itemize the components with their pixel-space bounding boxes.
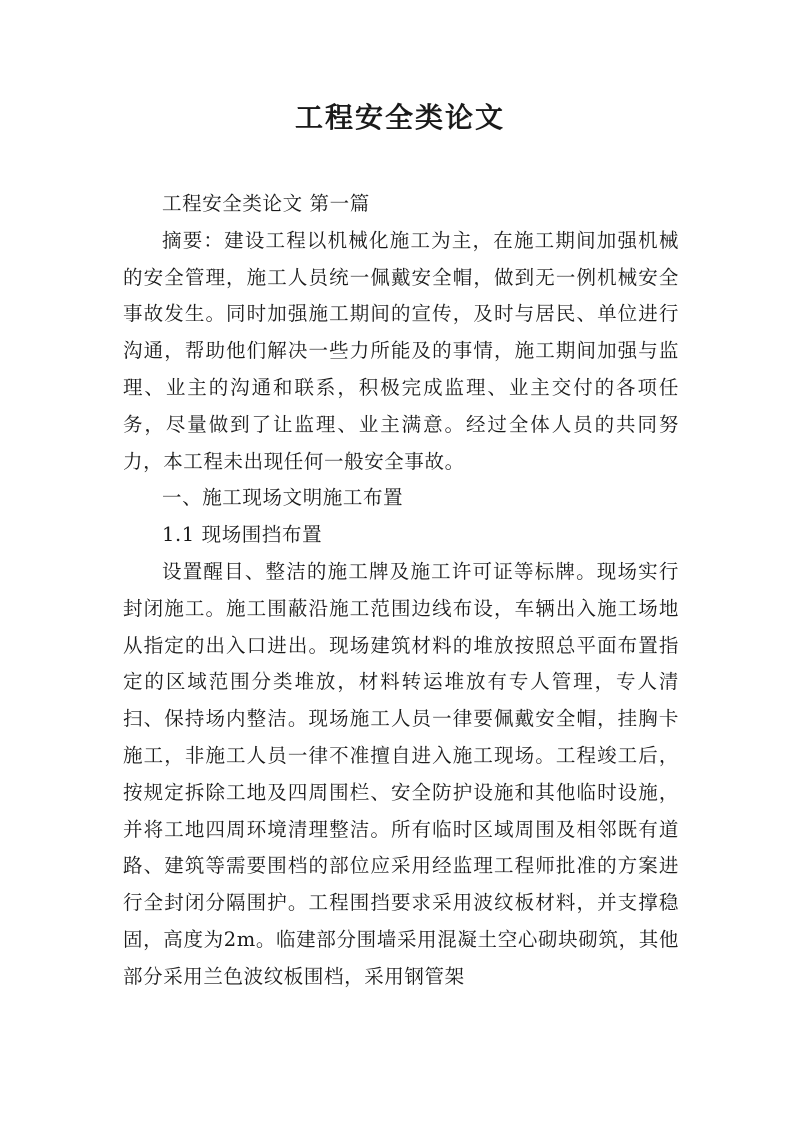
body-paragraph: 设置醒目、整洁的施工牌及施工许可证等标牌。现场实行封闭施工。施工围蔽沿施工范围边线布设，车辆出入施工场地从指定的出入口进出。现场建筑材料的堆放按照总平面布置指定的区域范围分类堆放，材料转运堆放有专人管理，专人清扫、保持场内整洁。现场施工人员一律要佩戴安全帽，挂胸卡施工，非施工人员一律不准擅自进入施工现场。工程竣工后，按规定拆除工地及四周围栏、安全防护设施和其他临时设施，并将工地四周环境清理整洁。所有临时区域周围及相邻既有道路、建筑等需要围档的部位应采用经监理工程师批准的方案进行全封闭分隔围护。工程围挡要求采用波纹板材料，并支撑稳固，高度为2m。临建部分围墙采用混凝土空心砌块砌筑，其他部分采用兰色波纹板围档，采用钢管架 [123,559,679,988]
document-title: 工程安全类论文 [294,101,505,134]
abstract-paragraph: 摘要：建设工程以机械化施工为主，在施工期间加强机械的安全管理，施工人员统一佩戴安全帽，做到无一例机械安全事故发生。同时加强施工期间的宣传，及时与居民、单位进行沟通，帮助他们解决一些力所能及的事情，施工期间加强与监理、业主的沟通和联系，积极完成监理、业主交付的各项任务，尽量做到了让监理、业主满意。经过全体人员的共同努力，本工程未出现任何一般安全事故。 [123,228,679,473]
chapter-heading: 一、施工现场文明施工布置 [162,486,404,510]
document-body [123,186,679,996]
section-heading: 工程安全类论文 第一篇 [162,192,370,215]
subsection-heading: 1.1 现场围挡布置 [162,523,323,547]
